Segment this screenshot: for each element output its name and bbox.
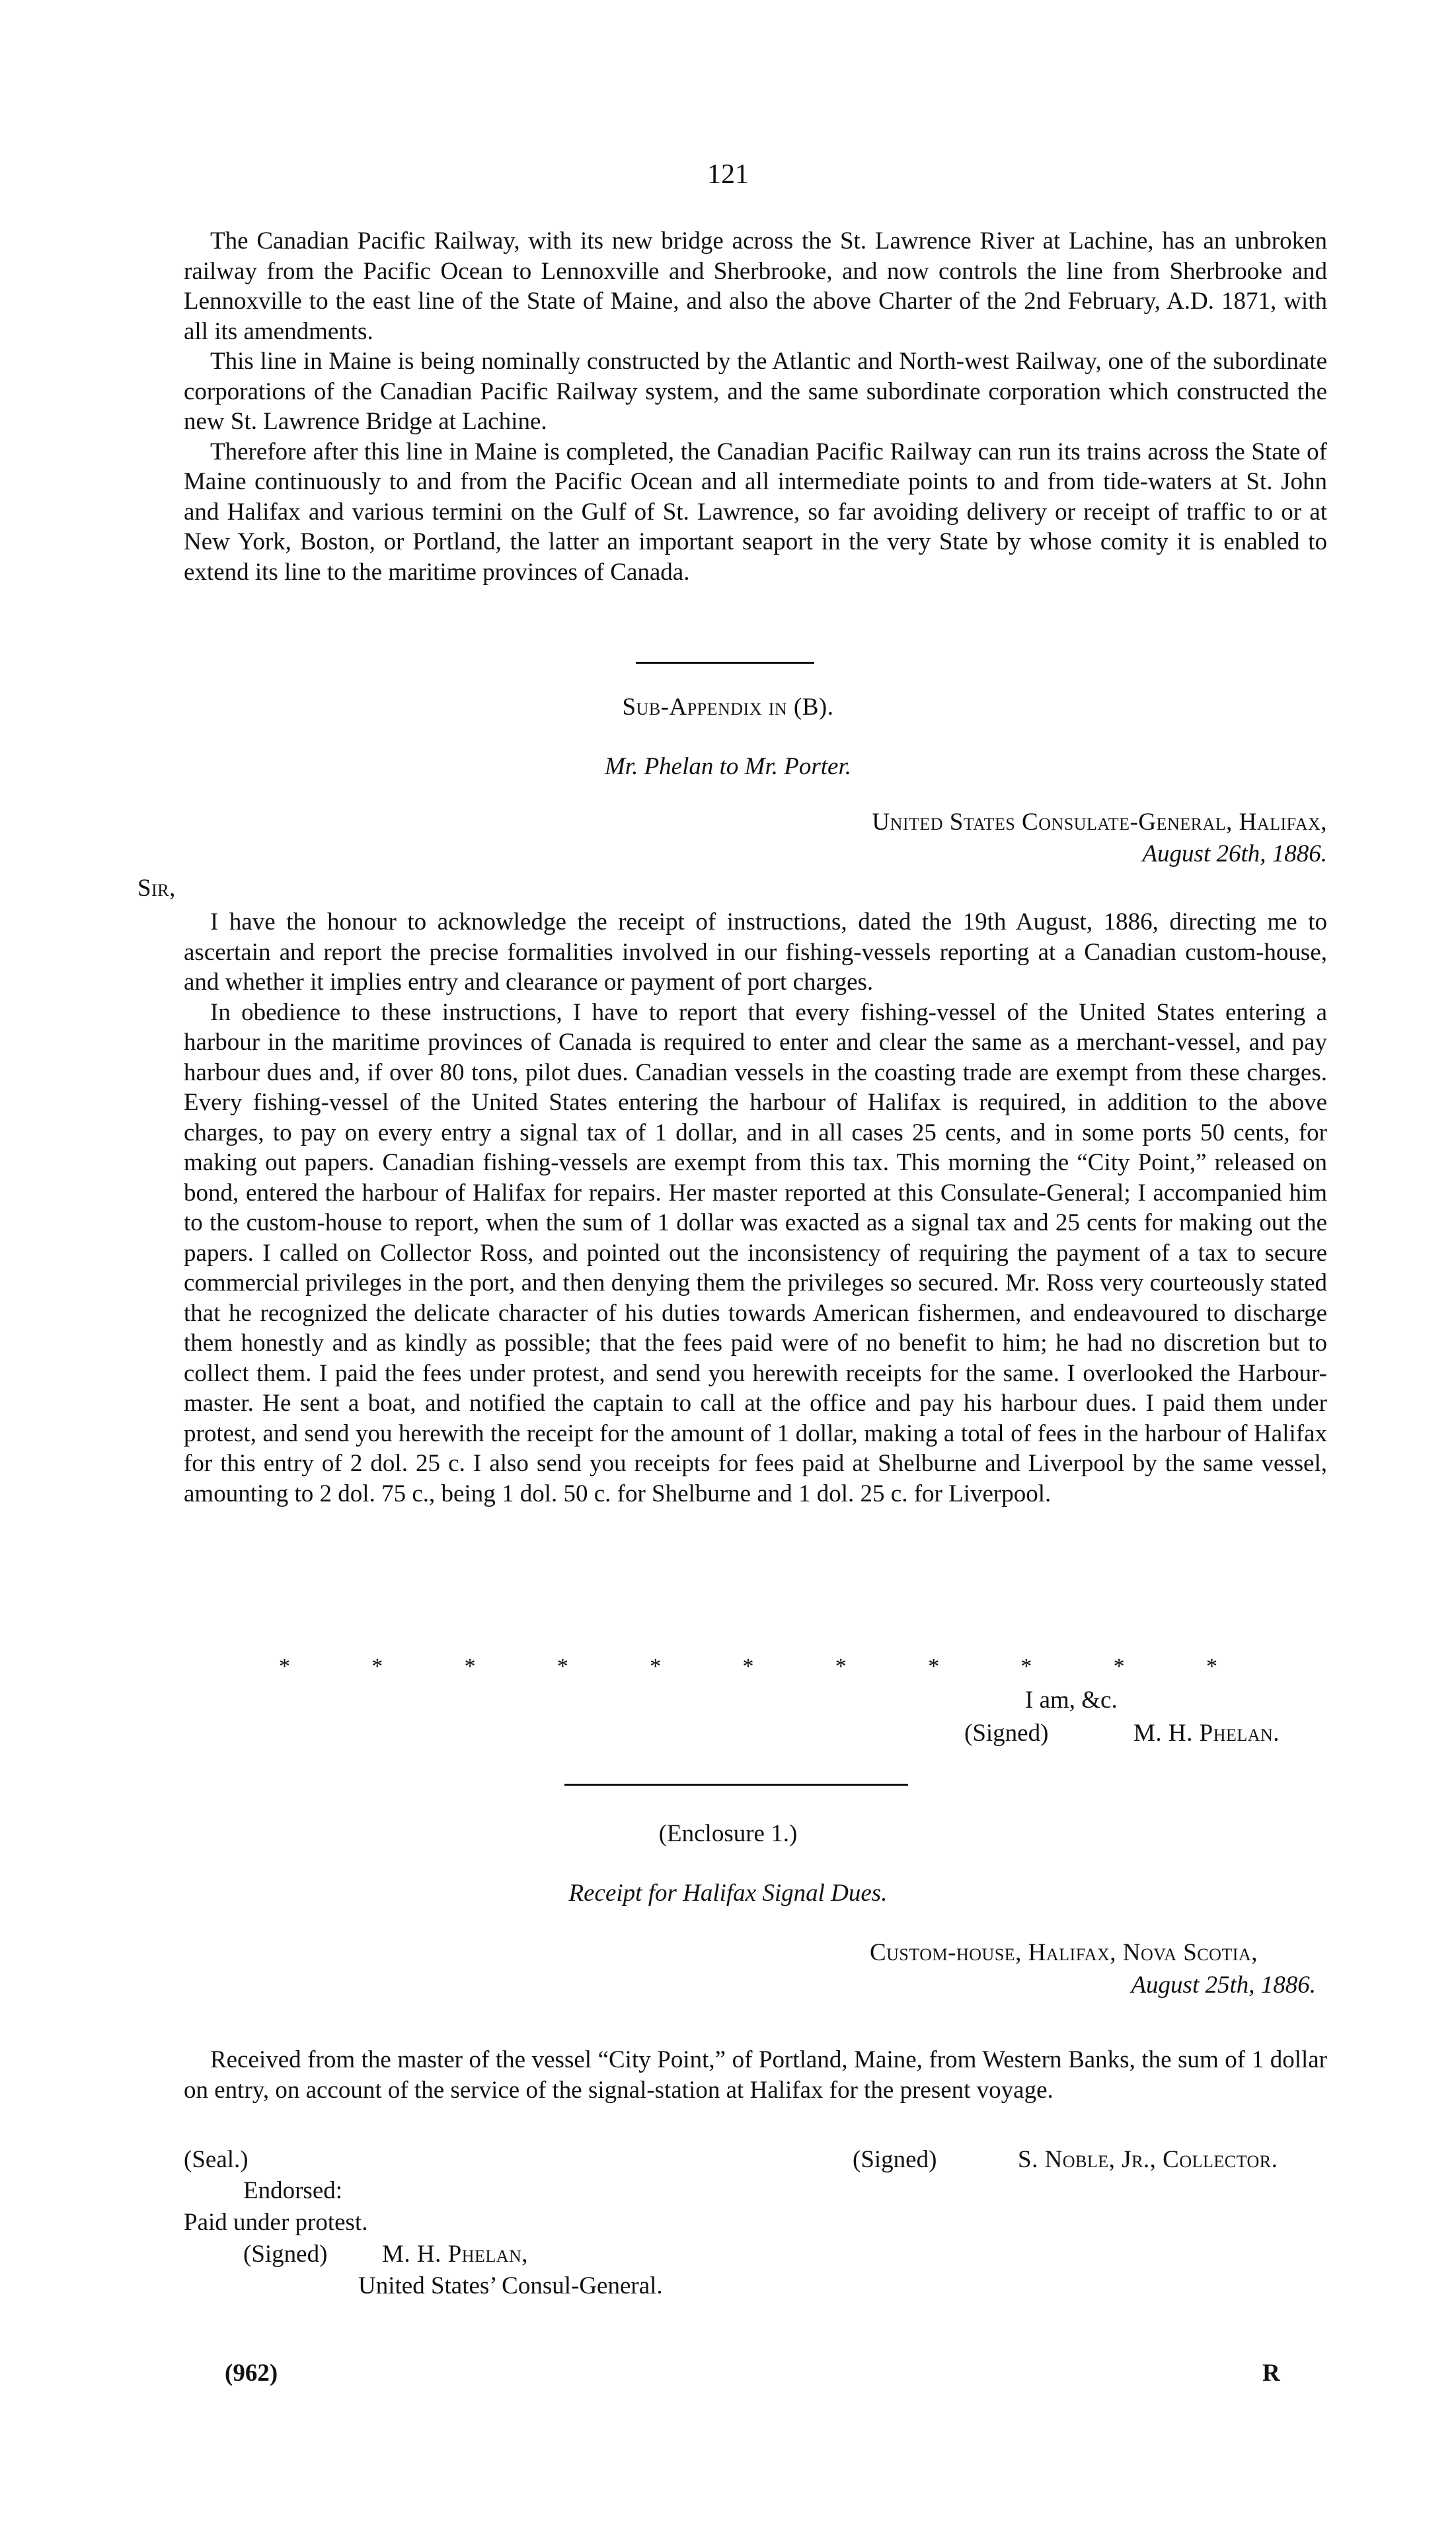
endorsement-signer: M. H. Phelan, — [382, 2241, 529, 2268]
star: * — [1020, 1654, 1032, 1679]
enclosure-subheading: Receipt for Halifax Signal Dues. — [568, 1880, 888, 1907]
intro-paragraph: Therefore after this line in Maine is completed, the Canadian Pacific Railway can run its trains across the State of Maine continuously to and from the Pacific Ocean and all intermediate points to and from tide-waters at St. John and Halifax and various termini on the Gulf of St. Lawrence, so far avoiding delivery or receipt of traffic to or at New York, Boston, or Portland, the latter an important seaport in the very State by whose comity it is enabled to extend its line to the maritime provinces of Canada. — [184, 438, 1327, 586]
paid-under-protest: Paid under protest. — [184, 2209, 368, 2236]
star: * — [371, 1654, 383, 1679]
star: * — [650, 1654, 662, 1679]
letter-body — [184, 907, 1327, 1509]
signed-label: (Signed) — [964, 1720, 1049, 1747]
salutation: Sir, — [137, 875, 176, 902]
letter-signer: M. H. Phelan. — [1133, 1720, 1280, 1747]
star: * — [1113, 1654, 1125, 1679]
sub-appendix-heading: Sub-Appendix in (B). — [622, 694, 834, 721]
letter-closing: I am, &c. — [1025, 1687, 1118, 1714]
receipt-body — [184, 2045, 1327, 2105]
letter-paragraph: I have the honour to acknowledge the receipt of instructions, dated the 19th August, 1886, directing me to ascertain and report the precise formalities involved in our fishing-vessels reporting at a Canadian custom-house, and whether it implies entry and clearance or payment of port charges. — [184, 908, 1327, 996]
letter-paragraph: In obedience to these instructions, I have to report that every fishing-vessel of the United States entering a harbour in the maritime provinces of Canada is required to enter and clear the same as a merchant-vessel, and pay harbour dues and, if over 80 tons, pilot dues. Canadian vessels in the coasting trade are exempt from these charges. Every fishing-vessel of the United States entering the harbour of Halifax is required, in addition to the above charges, to pay on every entry a signal tax of 1 dollar, and in all cases 25 cents, and in some ports 50 cents, for making out papers. Canadian fishing-vessels are exempt from this tax. This morning the “City Point,” released on bond, entered the harbour of Halifax for repairs. Her master reported at this Consulate-General; I accompanied him to the custom-house to report, when the sum of 1 dollar was exacted as a signal tax and 25 cents for making out the papers. I called on Collector Ross, and pointed out the inconsistency of requiring the payment of a tax to secure commercial privileges in the port, and then denying them the privileges so secured. Mr. Ross very courteously stated that he recognized the delicate character of his duties towards American fishermen, and endeavoured to discharge them honestly and as kindly as possible; that the fees paid were of no benefit to him; he had no discretion but to collect them. I paid the fees under protest, and send you herewith receipts for the same. I overlooked the Harbour-master. He sent a boat, and notified the captain to call at the office and pay his harbour dues. I paid them under protest, and send you herewith the receipt for the amount of 1 dollar, making a total of fees in the harbour of Halifax for this entry of 2 dol. 25 c. I also send you receipts for fees paid at Shelburne and Liverpool by the same vessel, amounting to 2 dol. 75 c., being 1 dol. 50 c. for Shelburne and 1 dol. 25 c. for Liverpool. — [184, 998, 1327, 1507]
letter-date: August 26th, 1886. — [1142, 840, 1327, 867]
print-number: (962) — [225, 2360, 278, 2387]
letter-subheading: Mr. Phelan to Mr. Porter. — [604, 753, 852, 780]
section-divider — [636, 662, 814, 664]
intro-text — [184, 226, 1327, 587]
enclosure-heading: (Enclosure 1.) — [658, 1820, 798, 1847]
seal-label: (Seal.) — [184, 2146, 249, 2173]
omission-stars — [279, 1654, 1217, 1679]
star: * — [1206, 1654, 1217, 1679]
star: * — [835, 1654, 847, 1679]
star: * — [279, 1654, 290, 1679]
endorsement-signed-label: (Signed) — [243, 2241, 328, 2268]
endorsed-label: Endorsed: — [243, 2177, 343, 2204]
star: * — [464, 1654, 476, 1679]
star: * — [556, 1654, 568, 1679]
collector-signature: S. Noble, Jr., Collector. — [1018, 2146, 1278, 2173]
collector-name — [1018, 2145, 1278, 2174]
intro-paragraph: This line in Maine is being nominally constructed by the Atlantic and North-west Railway, one of the subordinate corporations of the Canadian Pacific Railway system, and the same subordinate corporation which constructed the new St. Lawrence Bridge at Lachine. — [184, 348, 1327, 435]
enclosure-date: August 25th, 1886. — [1131, 1971, 1316, 1999]
star: * — [742, 1654, 754, 1679]
receipt-signed-label: (Signed) — [853, 2146, 937, 2173]
enclosure-address: Custom-house, Halifax, Nova Scotia, — [869, 1939, 1258, 1966]
page-number: 121 — [707, 159, 749, 190]
letter-address: United States Consulate-General, Halifax, — [872, 809, 1327, 836]
section-divider — [564, 1784, 908, 1786]
endorsement-title: United States’ Consul-General. — [358, 2272, 663, 2299]
receipt-paragraph: Received from the master of the vessel “City Point,” of Portland, Maine, from Western Banks, the sum of 1 dollar on entry, on account of the service of the signal-station at Halifax for the present voyage. — [184, 2046, 1327, 2104]
signature-mark: R — [1262, 2360, 1280, 2387]
star: * — [928, 1654, 940, 1679]
intro-paragraph: The Canadian Pacific Railway, with its new bridge across the St. Lawrence River at Lachine, has an unbroken railway from the Pacific Ocean to Lennoxville and Sherbrooke, and now controls the line from Sherbrooke and Lennoxville to the east line of the State of Maine, and also the above Charter of the 2nd February, A.D. 1871, with all its amendments. — [184, 227, 1327, 345]
